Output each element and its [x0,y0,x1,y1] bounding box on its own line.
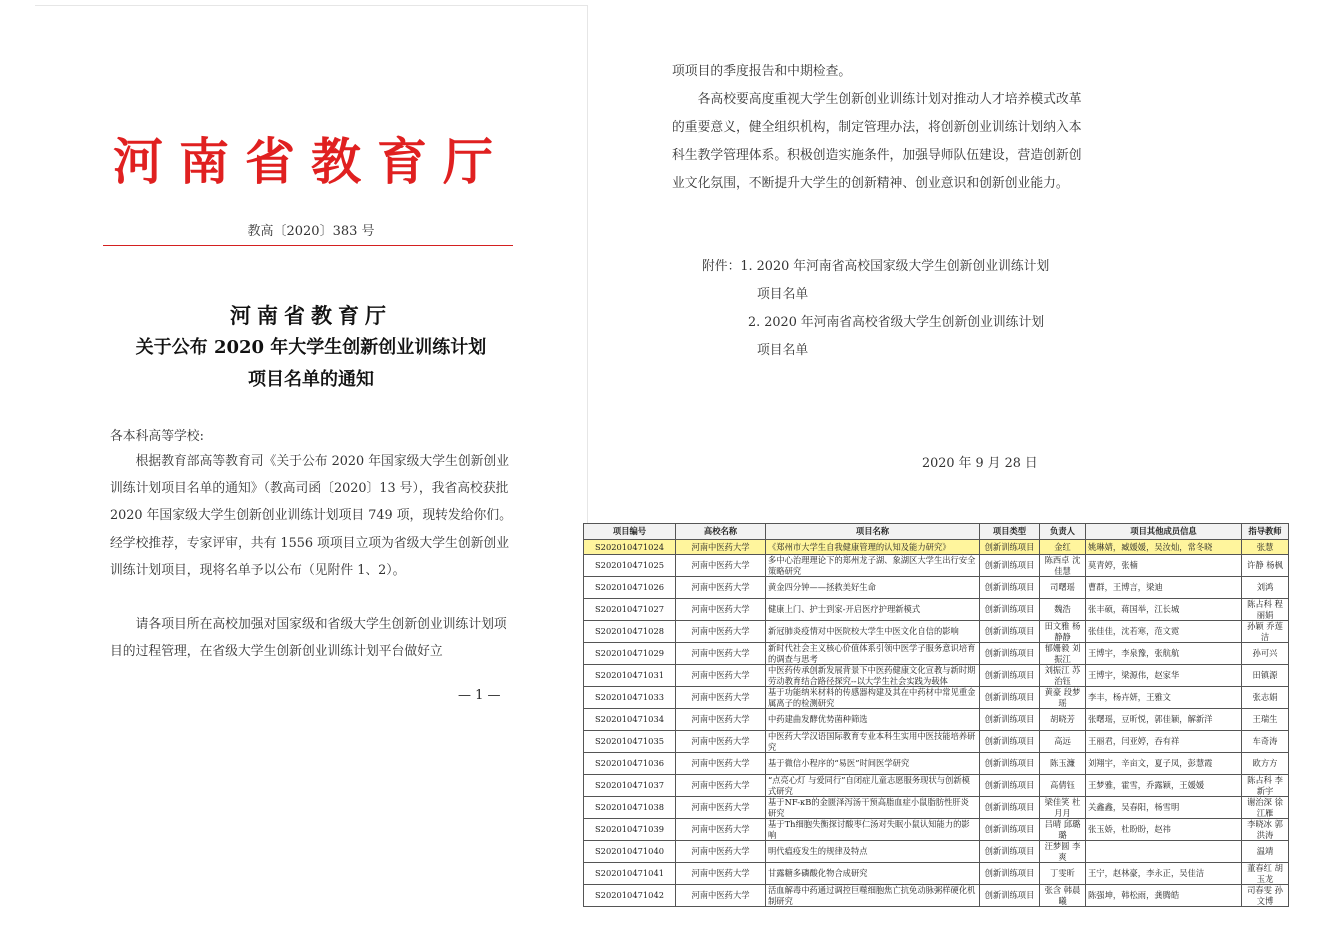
table-row [584,709,1289,731]
continuation-text: 项项目的季度报告和中期检查。 [672,64,852,79]
heading-line-3: 项目名单的通知 [248,369,374,390]
cell-project-id: S202010471041 [584,863,676,885]
table-row [584,797,1289,819]
red-divider-line [103,245,513,246]
cell-advisor: 谢治深 徐江雁 [1242,797,1289,819]
cell-project-type: 创新训练项目 [980,797,1040,819]
cell-advisor: 孙可兴 [1242,643,1289,665]
cell-project-type: 创新训练项目 [980,540,1040,555]
table-row [584,599,1289,621]
cell-school: 河南中医药大学 [676,709,766,731]
salutation: 各本科高等学校: [110,429,204,444]
cell-project-name: 新冠肺炎疫情对中医院校大学生中医文化自信的影响 [766,621,980,643]
red-letterhead-title: 河南省教育厅 [113,132,509,191]
cell-leader: 陈玉濂 [1040,753,1086,775]
cell-project-type: 创新训练项目 [980,577,1040,599]
cell-leader: 郁姗毅 刘振江 [1040,643,1086,665]
cell-school: 河南中医药大学 [676,885,766,907]
table-row [584,775,1289,797]
table-row [584,841,1289,863]
cell-members: 王丽君，闫亚婷，吞有祥 [1086,731,1242,753]
cell-leader: 丁雯昕 [1040,863,1086,885]
cell-project-id: S202010471029 [584,643,676,665]
cell-project-name: 多中心治理理论下的郑州龙子湖、象湖区大学生出行安全策略研究 [766,555,980,577]
cell-leader: 金红 [1040,540,1086,555]
cell-project-id: S202010471037 [584,775,676,797]
cell-members: 王梦雅，霍雪，乔露颖，王媛媛 [1086,775,1242,797]
table-row [584,819,1289,841]
attachment-line-4: 项目名单 [757,343,809,358]
cell-advisor: 王瑞生 [1242,709,1289,731]
cell-school: 河南中医药大学 [676,797,766,819]
cell-advisor: 司春雯 孙文博 [1242,885,1289,907]
cell-leader: 魏浩 [1040,599,1086,621]
cell-project-type: 创新训练项目 [980,753,1040,775]
heading-line-2: 关于公布 2020 年大学生创新创业训练计划 [135,337,487,358]
cell-project-name: 《郑州市大学生自我健康管理的认知及能力研究》 [766,540,980,555]
table-row [584,665,1289,687]
cell-project-name: 健康上门、护士到家-开启医疗护理新模式 [766,599,980,621]
cell-project-name: 中医药大学汉语国际教育专业本科生实用中医技能培养研究 [766,731,980,753]
cell-advisor: 欧方方 [1242,753,1289,775]
cell-leader: 吕晴 邱璐璐 [1040,819,1086,841]
header-school: 高校名称 [676,524,766,540]
cell-advisor: 李晓冰 郭洪涛 [1242,819,1289,841]
cell-school: 河南中医药大学 [676,687,766,709]
cell-school: 河南中医药大学 [676,643,766,665]
attachment-line-2: 项目名单 [757,287,809,302]
cell-project-id: S202010471033 [584,687,676,709]
cell-school: 河南中医药大学 [676,599,766,621]
project-list-table [583,523,1289,907]
header-leader: 负责人 [1040,524,1086,540]
cell-members: 张曙瑶，豆昕悦，郭佳颖，解新洋 [1086,709,1242,731]
cell-school: 河南中医药大学 [676,753,766,775]
cell-members: 曹群，王博言，梁迪 [1086,577,1242,599]
cell-project-name: 活血解毒中药通过调控巨噬细胞焦亡抗免动脉粥样硬化机制研究 [766,885,980,907]
cell-members: 王博宇，李泉豫，张航航 [1086,643,1242,665]
cell-members: 王博宇，梁源伟，赵家华 [1086,665,1242,687]
cell-project-name: 基于微信小程序的“易医”时间医学研究 [766,753,980,775]
cell-project-name: 明代瘟疫发生的规律及特点 [766,841,980,863]
cell-school: 河南中医药大学 [676,540,766,555]
cell-advisor: 孙颖 乔莲洁 [1242,621,1289,643]
document-number: 教高〔2020〕383 号 [247,224,375,239]
cell-project-id: S202010471039 [584,819,676,841]
header-project-id: 项目编号 [584,524,676,540]
cell-leader: 梁佳笑 杜月月 [1040,797,1086,819]
table-body [584,540,1289,907]
cell-project-type: 创新训练项目 [980,555,1040,577]
cell-school: 河南中医药大学 [676,775,766,797]
cell-leader: 司曙瑶 [1040,577,1086,599]
cell-project-type: 创新训练项目 [980,687,1040,709]
cell-members: 张丰硕，蒋国举，江长城 [1086,599,1242,621]
cell-leader: 田文雅 杨静静 [1040,621,1086,643]
cell-advisor: 陈占科 程丽娟 [1242,599,1289,621]
cell-advisor: 温靖 [1242,841,1289,863]
cell-project-type: 创新训练项目 [980,731,1040,753]
cell-project-name: 黄金四分钟——拯救美好生命 [766,577,980,599]
cell-project-name: 基于NF-κB的金匮泽泻汤干预高脂血症小鼠脂肪性肝炎研究 [766,797,980,819]
table-header-row [584,524,1289,540]
body-paragraph-2: 请各项目所在高校加强对国家级和省级大学生创新创业训练计划项目的过程管理，在省级大学生创新创业训练计划平台做好立 [110,617,507,660]
header-advisor: 指导教师 [1242,524,1289,540]
cell-project-id: S202010471036 [584,753,676,775]
cell-leader: 高倩钰 [1040,775,1086,797]
issue-date: 2020 年 9 月 28 日 [922,456,1038,471]
cell-project-type: 创新训练项目 [980,709,1040,731]
attachment-line-1: 附件：1. 2020 年河南省高校国家级大学生创新创业训练计划 [702,259,1050,274]
cell-project-type: 创新训练项目 [980,885,1040,907]
cell-members [1086,841,1242,863]
requirement-paragraph: 各高校要高度重视大学生创新创业训练计划对推动人才培养模式改革的重要意义，健全组织机构，制定管理办法，将创新创业训练计划纳入本科生教学管理体系。积极创造实施条件，加强导师队伍建设，营造创新创业文化氛围，不断提升大学生的创新精神、创业意识和创新创业能力。 [672,92,1082,191]
table-row [584,753,1289,775]
cell-school: 河南中医药大学 [676,819,766,841]
cell-project-type: 创新训练项目 [980,863,1040,885]
cell-advisor: 张志娟 [1242,687,1289,709]
cell-project-id: S202010471028 [584,621,676,643]
cell-members: 张玉娇，杜盼盼，赵祎 [1086,819,1242,841]
cell-school: 河南中医药大学 [676,577,766,599]
cell-project-type: 创新训练项目 [980,819,1040,841]
body-paragraph-1: 根据教育部高等教育司《关于公布 2020 年国家级大学生创新创业训练计划项目名单的通知》（教高司函〔2020〕13 号），我省高校获批 2020 年国家级大学生创新创业训练计划项目 749 项，现转发给你们。经学校推荐，专家评审，共有 1556 项项目立项为省级大学生创新创业训练计划项目，现将名单予以公布（见附件 1、2）。 [110,454,512,578]
cell-leader: 胡晓芳 [1040,709,1086,731]
cell-project-type: 创新训练项目 [980,599,1040,621]
cell-advisor: 陈占科 李新宇 [1242,775,1289,797]
cell-project-id: S202010471035 [584,731,676,753]
cell-advisor: 田镇源 [1242,665,1289,687]
cell-project-id: S202010471034 [584,709,676,731]
table-row [584,687,1289,709]
cell-leader: 刘振江 苏治钰 [1040,665,1086,687]
cell-project-name: 中药建曲发酵优势菌种筛选 [766,709,980,731]
cell-project-name: “点亮心灯 与爱同行”自闭症儿童志愿服务现状与创新模式研究 [766,775,980,797]
cell-advisor: 刘鸿 [1242,577,1289,599]
cell-members: 李丰，杨卉妍，王雅文 [1086,687,1242,709]
cell-project-name: 新时代社会主义核心价值体系引领中医学子服务意识培育的调查与思考 [766,643,980,665]
cell-project-name: 基于Th细胞失衡探讨酸枣仁汤对失眠小鼠认知能力的影响 [766,819,980,841]
attachment-line-3: 2. 2020 年河南省高校省级大学生创新创业训练计划 [748,315,1045,330]
header-project-name: 项目名称 [766,524,980,540]
cell-members: 刘翔宇，辛亩文，夏子凤，彭慧霞 [1086,753,1242,775]
cell-members: 姚琳婧，臧媛媛，吴汝灿，常冬晓 [1086,540,1242,555]
table-row [584,540,1289,555]
cell-school: 河南中医药大学 [676,621,766,643]
cell-members: 王宁，赵林豪，李永正，吴佳洁 [1086,863,1242,885]
cell-project-type: 创新训练项目 [980,775,1040,797]
cell-project-id: S202010471042 [584,885,676,907]
cell-advisor: 董春红 胡玉龙 [1242,863,1289,885]
table-row [584,731,1289,753]
header-members: 项目其他成员信息 [1086,524,1242,540]
table-row [584,577,1289,599]
cell-project-id: S202010471024 [584,540,676,555]
cell-school: 河南中医药大学 [676,665,766,687]
cell-project-type: 创新训练项目 [980,621,1040,643]
cell-project-name: 中医药传承创新发展背景下中医药健康文化宣教与新时期劳动教育结合路径探究--以大学生社会实践为载体 [766,665,980,687]
cell-school: 河南中医药大学 [676,555,766,577]
cell-project-name: 基于功能纳米材料的传感器构建及其在中药材中常见重金属离子的检测研究 [766,687,980,709]
cell-project-id: S202010471040 [584,841,676,863]
cell-members: 关鑫鑫，吴春阳，杨雪明 [1086,797,1242,819]
cell-leader: 汪梦圆 李爽 [1040,841,1086,863]
cell-project-id: S202010471027 [584,599,676,621]
cell-advisor: 许静 杨枫 [1242,555,1289,577]
cell-leader: 张含 韩晨曦 [1040,885,1086,907]
cell-project-id: S202010471025 [584,555,676,577]
page-number: — 1 — [458,688,501,703]
cell-project-type: 创新训练项目 [980,643,1040,665]
cell-project-name: 甘露糖多磷酸化物合成研究 [766,863,980,885]
table-row [584,885,1289,907]
cell-school: 河南中医药大学 [676,841,766,863]
cell-members: 张佳佳，沈若寒，范文霓 [1086,621,1242,643]
cell-leader: 黄豪 段梦瑶 [1040,687,1086,709]
cell-leader: 高远 [1040,731,1086,753]
cell-project-type: 创新训练项目 [980,665,1040,687]
cell-school: 河南中医药大学 [676,731,766,753]
table-row [584,621,1289,643]
cell-members: 莫青婷，张楠 [1086,555,1242,577]
cell-project-id: S202010471031 [584,665,676,687]
cell-advisor: 车奇涛 [1242,731,1289,753]
cell-project-id: S202010471038 [584,797,676,819]
cell-project-id: S202010471026 [584,577,676,599]
heading-line-1: 河南省教育厅 [230,303,392,328]
header-project-type: 项目类型 [980,524,1040,540]
table-row [584,643,1289,665]
cell-members: 陈强坤，韩松雨，龚腾皓 [1086,885,1242,907]
cell-project-type: 创新训练项目 [980,841,1040,863]
cell-advisor: 张慧 [1242,540,1289,555]
table-row [584,555,1289,577]
cell-leader: 陈西卓 沈佳慧 [1040,555,1086,577]
table-row [584,863,1289,885]
cell-school: 河南中医药大学 [676,863,766,885]
